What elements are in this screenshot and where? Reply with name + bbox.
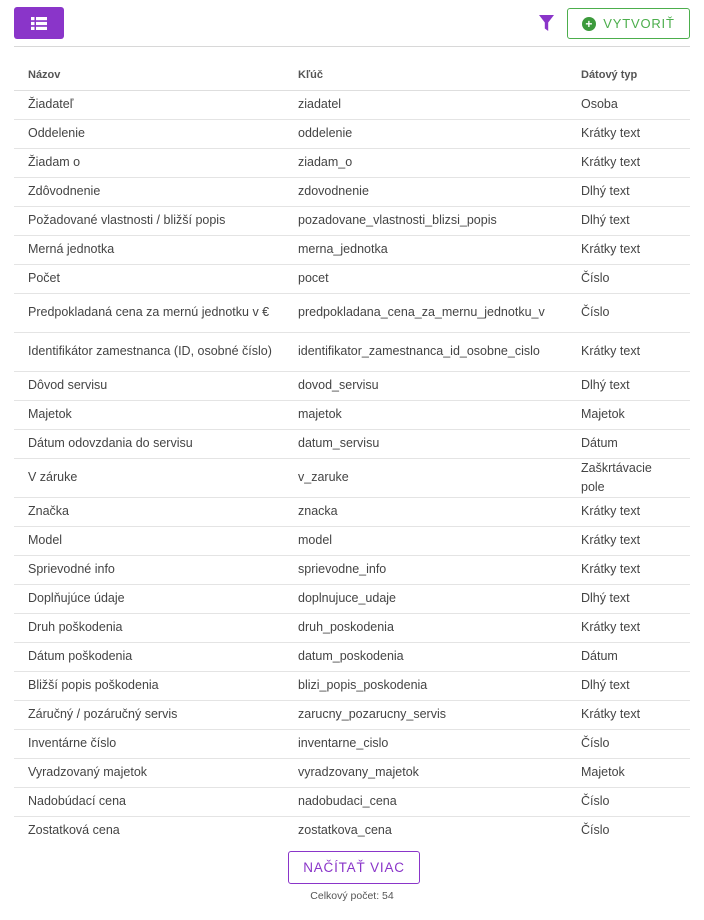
cell-name: Inventárne číslo [14, 729, 298, 758]
table-row[interactable] [14, 177, 690, 206]
table-row[interactable] [14, 700, 690, 729]
cell-type: Dlhý text [581, 206, 690, 235]
cell-key: sprievodne_info [298, 555, 581, 584]
cell-key: merna_jednotka [298, 235, 581, 264]
cell-key: vyradzovany_majetok [298, 758, 581, 787]
cell-name: Zostatková cena [28, 823, 120, 838]
cell-name: Dátum poškodenia [14, 642, 298, 671]
table-row[interactable] [14, 332, 690, 371]
cell-key: druh_poskodenia [298, 613, 581, 642]
cell-key: zdovodnenie [298, 177, 581, 206]
cell-type: Dlhý text [581, 671, 690, 700]
cell-key: pozadovane_vlastnosti_blizsi_popis [298, 206, 581, 235]
column-header-type[interactable]: Dátový typ [581, 61, 690, 90]
cell-name: Zdôvodnenie [14, 177, 298, 206]
table-row[interactable] [14, 235, 690, 264]
table-row[interactable] [14, 671, 690, 700]
cell-type: Krátky text [581, 332, 690, 371]
cell-name: Žiadam o [14, 148, 298, 177]
table-row[interactable] [14, 758, 690, 787]
create-button[interactable] [567, 8, 690, 39]
cell-name: Doplňujúce údaje [14, 584, 298, 613]
create-button-label: VYTVORIŤ [603, 16, 675, 31]
fields-table [14, 61, 690, 845]
table-row[interactable] [14, 613, 690, 642]
cell-key: oddelenie [298, 119, 581, 148]
cell-name: Bližší popis poškodenia [14, 671, 298, 700]
cell-type: Dlhý text [581, 371, 690, 400]
cell-type: Dlhý text [581, 177, 690, 206]
cell-name: Značka [14, 497, 298, 526]
cell-key: dovod_servisu [298, 371, 581, 400]
cell-name: V záruke [14, 458, 298, 497]
cell-type: Krátky text [581, 613, 690, 642]
cell-key: inventarne_cislo [298, 729, 581, 758]
cell-name: Záručný / pozáručný servis [14, 700, 298, 729]
table-row[interactable] [14, 371, 690, 400]
cell-type: Číslo [581, 293, 690, 332]
cell-type: Osoba [581, 90, 690, 119]
cell-name: Druh poškodenia [14, 613, 298, 642]
table-row[interactable] [14, 787, 690, 816]
cell-name: Identifikátor zamestnanca (ID, osobné číslo) [14, 332, 298, 371]
cell-name: Oddelenie [14, 119, 298, 148]
cell-name: Sprievodné info [14, 555, 298, 584]
list-icon [31, 17, 47, 30]
load-more-label: NAČÍTAŤ VIAC [303, 860, 405, 875]
cell-name: Model [14, 526, 298, 555]
cell-key: predpokladana_cena_za_mernu_jednotku_v [298, 293, 581, 332]
table-row[interactable] [14, 458, 690, 497]
filter-button[interactable] [537, 13, 555, 33]
table-row[interactable] [14, 148, 690, 177]
cell-key: datum_poskodenia [298, 642, 581, 671]
column-header-key[interactable]: Kľúč [298, 61, 581, 90]
cell-type: Číslo [581, 787, 690, 816]
cell-type: Majetok [581, 400, 690, 429]
table-row[interactable] [14, 293, 690, 332]
cell-type: Krátky text [581, 497, 690, 526]
cell-type: Dátum [581, 642, 690, 671]
table-row[interactable] [14, 497, 690, 526]
table-header-row [14, 61, 690, 90]
cell-name: Požadované vlastnosti / bližší popis [14, 206, 298, 235]
cell-name: Dátum odovzdania do servisu [14, 429, 298, 458]
cell-key: ziadam_o [298, 148, 581, 177]
cell-key: identifikator_zamestnanca_id_osobne_cislo [298, 332, 581, 371]
column-header-name[interactable]: Názov [14, 61, 298, 90]
table-row[interactable] [14, 264, 690, 293]
cell-name: Majetok [14, 400, 298, 429]
cell-key: v_zaruke [298, 458, 581, 497]
table-row[interactable] [14, 90, 690, 119]
table-row[interactable] [14, 584, 690, 613]
cell-key: datum_servisu [298, 429, 581, 458]
plus-circle-icon: + [582, 17, 596, 31]
cell-name: Nadobúdací cena [14, 787, 298, 816]
cell-name: Žiadateľ [14, 90, 298, 119]
cell-type: Majetok [581, 758, 690, 787]
list-view-button[interactable] [14, 7, 64, 39]
cell-name: Dôvod servisu [14, 371, 298, 400]
toolbar-divider [14, 46, 690, 47]
table-row[interactable] [14, 729, 690, 758]
cell-type: Číslo [581, 823, 610, 838]
cell-key: ziadatel [298, 90, 581, 119]
cell-type: Krátky text [581, 555, 690, 584]
table-row[interactable] [14, 816, 690, 845]
cell-key: majetok [298, 400, 581, 429]
total-count: Celkový počet: 54 [310, 890, 394, 902]
cell-type: Číslo [581, 264, 690, 293]
cell-name: Merná jednotka [14, 235, 298, 264]
table-row[interactable] [14, 119, 690, 148]
cell-name: Počet [14, 264, 298, 293]
cell-type: Krátky text [581, 700, 690, 729]
cell-type: Krátky text [581, 119, 690, 148]
table-row[interactable] [14, 429, 690, 458]
cell-key: blizi_popis_poskodenia [298, 671, 581, 700]
filter-icon [539, 15, 554, 32]
cell-name: Vyradzovaný majetok [14, 758, 298, 787]
cell-name: Predpokladaná cena za mernú jednotku v € [14, 293, 298, 332]
cell-type: Dlhý text [581, 584, 690, 613]
table-row[interactable] [14, 526, 690, 555]
toolbar [0, 0, 704, 47]
cell-key: doplnujuce_udaje [298, 584, 581, 613]
cell-key: zarucny_pozarucny_servis [298, 700, 581, 729]
cell-key: znacka [298, 497, 581, 526]
cell-type: Zaškrtávacie pole [581, 458, 690, 497]
cell-key: nadobudaci_cena [298, 787, 581, 816]
cell-key: pocet [298, 264, 581, 293]
cell-key: model [298, 526, 581, 555]
cell-type: Číslo [581, 729, 690, 758]
table-row[interactable] [14, 555, 690, 584]
cell-type: Dátum [581, 429, 690, 458]
cell-type: Krátky text [581, 526, 690, 555]
table-row[interactable] [14, 642, 690, 671]
cell-type: Krátky text [581, 235, 690, 264]
cell-type: Krátky text [581, 148, 690, 177]
load-more-button[interactable] [288, 851, 420, 884]
table-row[interactable] [14, 206, 690, 235]
cell-key: zostatkova_cena [298, 823, 392, 838]
table-row[interactable] [14, 400, 690, 429]
